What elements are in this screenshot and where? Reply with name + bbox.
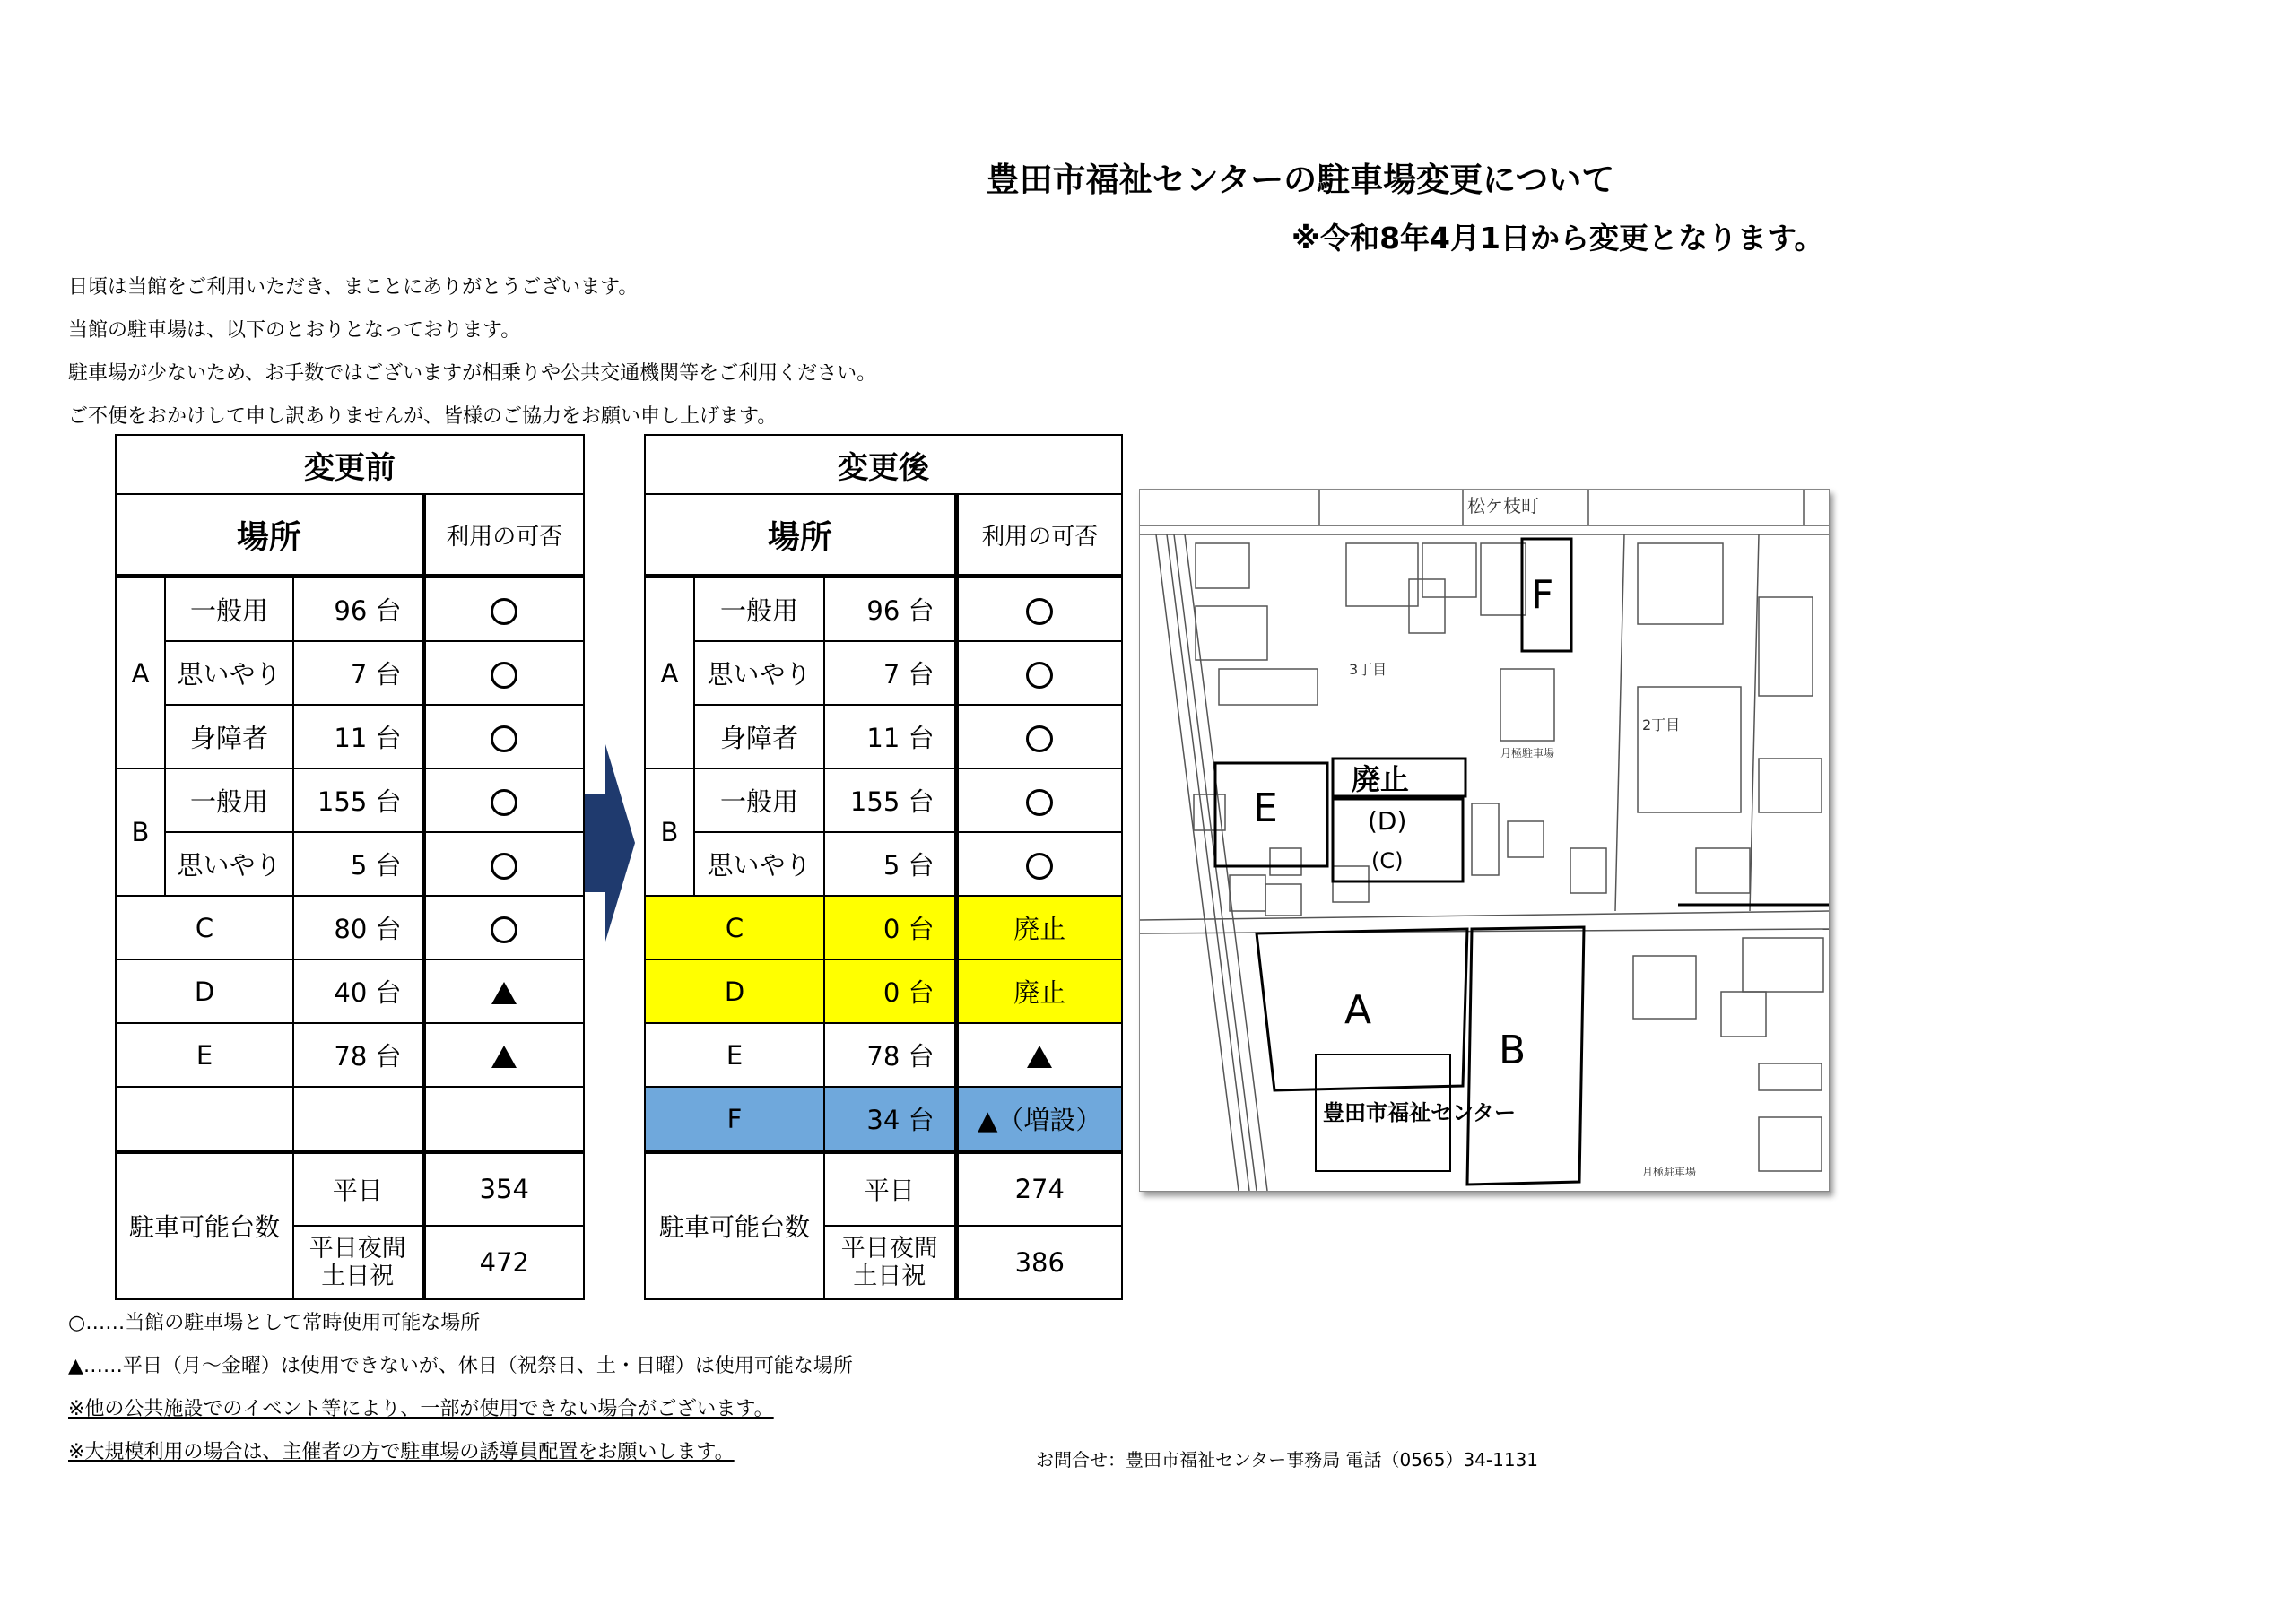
lot-count: 155 台 xyxy=(824,768,956,832)
before-table xyxy=(115,434,585,1300)
avail-circle-icon xyxy=(956,577,1122,642)
legend-note-events: ※他の公共施設でのイベント等により、一部が使用できない場合がございます。 xyxy=(68,1398,774,1420)
change-arrow-icon xyxy=(583,744,637,942)
lot-count: 96 台 xyxy=(293,577,423,642)
night-holiday-value: 472 xyxy=(423,1226,584,1299)
lot-c-label: C xyxy=(645,896,824,959)
intro-line: 当館の駐車場は、以下のとおりとなっております。 xyxy=(68,319,521,342)
avail-triangle-icon xyxy=(423,1023,584,1087)
lot-count: 96 台 xyxy=(824,577,956,642)
lot-count: 5 台 xyxy=(824,832,956,896)
map-drawing xyxy=(1140,490,1829,1191)
avail-circle-icon xyxy=(423,705,584,768)
map-tsukigime: 月極駐車場 xyxy=(1500,747,1555,759)
map-block-2: 2丁目 xyxy=(1642,716,1681,733)
lot-a-label: A xyxy=(116,577,165,769)
avail-circle-icon xyxy=(423,768,584,832)
legend-triangle: ▲……平日（月～金曜）は使用できないが、休日（祝祭日、土・日曜）は使用可能な場所 xyxy=(68,1355,853,1377)
intro-line: ご不便をおかけして申し訳ありませんが、皆様のご協力をお願い申し上げます。 xyxy=(68,405,778,428)
holiday-label: 土日祝 xyxy=(853,1262,926,1290)
night-label: 平日夜間 xyxy=(840,1234,938,1263)
lot-count: 7 台 xyxy=(824,641,956,705)
avail-circle-icon xyxy=(423,641,584,705)
lot-count: 11 台 xyxy=(824,705,956,768)
lot-d-label: D xyxy=(645,959,824,1023)
night-holiday-label xyxy=(293,1226,423,1299)
col-place-header: 場所 xyxy=(645,494,956,577)
lot-type: 身障者 xyxy=(165,705,293,768)
lot-type: 一般用 xyxy=(694,768,824,832)
night-holiday-value: 386 xyxy=(956,1226,1122,1299)
map-label-abolished: 廃止 xyxy=(1352,762,1410,796)
lot-count: 7 台 xyxy=(293,641,423,705)
lot-count: 155 台 xyxy=(293,768,423,832)
lot-c-label: C xyxy=(116,896,293,959)
avail-circle-icon xyxy=(956,705,1122,768)
after-heading: 変更後 xyxy=(645,435,1122,494)
lot-type: 思いやり xyxy=(165,641,293,705)
weekday-value: 354 xyxy=(423,1152,584,1226)
avail-text: 廃止 xyxy=(956,959,1122,1023)
lot-count: 78 台 xyxy=(293,1023,423,1087)
lot-type: 身障者 xyxy=(694,705,824,768)
before-heading: 変更前 xyxy=(116,435,584,494)
legend-note-large: ※大規模利用の場合は、主催者の方で駐車場の誘導員配置をお願いします。 xyxy=(68,1441,735,1463)
avail-circle-icon xyxy=(956,832,1122,896)
map-label-b: B xyxy=(1499,1028,1526,1073)
map-label-d: (D) xyxy=(1368,806,1407,836)
col-place-header: 場所 xyxy=(116,494,423,577)
avail-text: ▲（増設） xyxy=(956,1087,1122,1152)
lot-d-label: D xyxy=(116,959,293,1023)
lot-count: 11 台 xyxy=(293,705,423,768)
total-label: 駐車可能台数 xyxy=(645,1152,824,1299)
empty-cell xyxy=(423,1087,584,1152)
lot-b-label: B xyxy=(116,768,165,896)
lot-count: 78 台 xyxy=(824,1023,956,1087)
empty-cell xyxy=(116,1087,293,1152)
lot-a-label: A xyxy=(645,577,694,769)
parking-map xyxy=(1139,489,1830,1192)
map-label-a: A xyxy=(1344,987,1372,1033)
map-label-center: 豊田市福祉センター xyxy=(1323,1100,1517,1125)
map-label-f: F xyxy=(1531,572,1554,618)
lot-count: 80 台 xyxy=(293,896,423,959)
lot-type: 一般用 xyxy=(694,577,824,642)
legend-circle: ○……当館の駐車場として常時使用可能な場所 xyxy=(68,1312,481,1334)
map-tsukigime-2: 月極駐車場 xyxy=(1642,1166,1697,1178)
avail-circle-icon xyxy=(423,577,584,642)
col-avail-header: 利用の可否 xyxy=(423,494,584,577)
lot-type: 思いやり xyxy=(694,641,824,705)
after-table xyxy=(644,434,1123,1300)
col-avail-header: 利用の可否 xyxy=(956,494,1122,577)
lot-f-label: F xyxy=(645,1087,824,1152)
effective-date-note: ※令和8年4月1日から変更となります。 xyxy=(1292,221,1824,256)
weekday-label: 平日 xyxy=(293,1152,423,1226)
avail-circle-icon xyxy=(956,768,1122,832)
night-holiday-label xyxy=(824,1226,956,1299)
map-label-e: E xyxy=(1253,785,1278,831)
intro-line: 駐車場が少ないため、お手数ではございますが相乗りや公共交通機関等をご利用ください。 xyxy=(68,362,877,385)
map-block-3: 3丁目 xyxy=(1349,661,1387,678)
avail-triangle-icon xyxy=(956,1023,1122,1087)
total-label: 駐車可能台数 xyxy=(116,1152,293,1299)
lot-type: 一般用 xyxy=(165,768,293,832)
avail-circle-icon xyxy=(956,641,1122,705)
contact-info: お問合せ：豊田市福祉センター事務局 電話（0565）34-1131 xyxy=(1036,1449,1539,1471)
lot-count: 5 台 xyxy=(293,832,423,896)
lot-count: 0 台 xyxy=(824,896,956,959)
lot-count: 34 台 xyxy=(824,1087,956,1152)
map-label-c: (C) xyxy=(1371,848,1404,873)
weekday-value: 274 xyxy=(956,1152,1122,1226)
lot-count: 40 台 xyxy=(293,959,423,1023)
lot-e-label: E xyxy=(116,1023,293,1087)
lot-type: 思いやり xyxy=(165,832,293,896)
avail-triangle-icon xyxy=(423,959,584,1023)
lot-b-label: B xyxy=(645,768,694,896)
avail-text: 廃止 xyxy=(956,896,1122,959)
lot-type: 一般用 xyxy=(165,577,293,642)
lot-type: 思いやり xyxy=(694,832,824,896)
empty-cell xyxy=(293,1087,423,1152)
lot-e-label: E xyxy=(645,1023,824,1087)
night-label: 平日夜間 xyxy=(309,1234,406,1263)
intro-line: 日頃は当館をご利用いただき、まことにありがとうございます。 xyxy=(68,276,639,299)
avail-circle-icon xyxy=(423,896,584,959)
holiday-label: 土日祝 xyxy=(321,1262,395,1290)
lot-count: 0 台 xyxy=(824,959,956,1023)
map-street-label: 松ケ枝町 xyxy=(1467,495,1539,516)
weekday-label: 平日 xyxy=(824,1152,956,1226)
avail-circle-icon xyxy=(423,832,584,896)
page-title: 豊田市福祉センターの駐車場変更について xyxy=(986,161,1615,199)
